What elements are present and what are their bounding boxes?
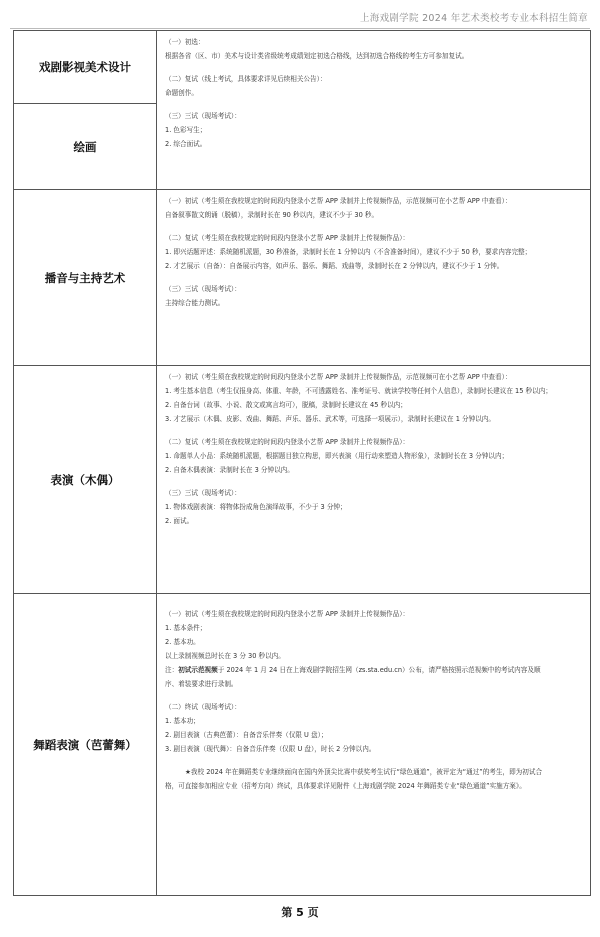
text-line: 1. 物体戏剧表演：将物体扮成角色演绎故事，不少于 3 分钟； [165, 503, 347, 511]
text-line: 1. 色彩写生； [165, 126, 207, 134]
text-line: （二）复试（考生须在我校规定的时间段内登录小艺帮 APP 录制并上传视频作品）： [165, 234, 410, 242]
content-cell [157, 594, 591, 896]
text-line: 1. 基本条件； [165, 624, 207, 632]
category-cell: 表演（木偶） [14, 366, 157, 594]
text-line: （一）初试（考生须在我校规定的时间段内登录小艺帮 APP 录制并上传视频作品）： [165, 610, 410, 618]
text-line: 1. 即兴话题评述：系统随机派题，30 秒准备，录制时长在 1 分钟以内（不含准备时间），建议不少于 50 秒，要求内容完整； [165, 248, 532, 256]
text-line: 自备叙事散文朗诵（脱稿），录制时长在 90 秒以内，建议不少于 30 秒。 [165, 211, 379, 219]
category-cell: 播音与主持艺术 [14, 190, 157, 366]
note-label: 注： [165, 666, 179, 674]
text-line: 序、着装要求进行录制。 [165, 680, 238, 688]
text-line: （二）复试（线上考试，具体要求详见后续相关公告）： [165, 75, 327, 83]
category-cell: 戏剧影视美术设计 [14, 31, 157, 104]
page-header: 上海戏剧学院 2024 年艺术类校考专业本科招生简章 [359, 13, 588, 24]
content-cell [157, 366, 591, 594]
content-cell [157, 190, 591, 366]
text-line: （三）三试（现场考试）： [165, 285, 241, 293]
text-line: 2. 才艺展示（自备）：自备展示内容，如声乐、器乐、舞蹈、戏曲等，录制时长在 2 分钟以内，建议不少于 1 分钟。 [165, 262, 504, 270]
text-line: 1. 考生基本信息（考生仅报身高、体重、年龄，不可透露姓名、准考证号、就读学校等任何个人信息），录制时长建议在 15 秒以内； [165, 387, 552, 395]
text-line: 2. 基本功。 [165, 638, 200, 646]
text-line: 2. 自备台词（故事、小说、散文或寓言均可），脱稿，录制时长建议在 45 秒以内； [165, 401, 407, 409]
text-line: （二）复试（考生须在我校规定的时间段内登录小艺帮 APP 录制并上传视频作品）： [165, 438, 410, 446]
text-line: （二）终试（现场考试）： [165, 703, 241, 711]
table-row [14, 594, 591, 896]
header-divider [10, 28, 590, 29]
text-line: （三）三试（现场考试）： [165, 489, 241, 497]
text-line: 2. 面试。 [165, 517, 194, 525]
category-cell: 绘画 [14, 104, 157, 190]
text-line: （一）初试（考生须在我校规定的时间段内登录小艺帮 APP 录制并上传视频作品，示范视频可在小艺帮 APP 中查看）： [165, 197, 512, 205]
text-line: 命题创作。 [165, 89, 198, 97]
text-line: （一）初试（考生须在我校规定的时间段内登录小艺帮 APP 录制并上传视频作品，示范视频可在小艺帮 APP 中查看）： [165, 373, 512, 381]
note-line [165, 663, 582, 677]
table-row [14, 366, 591, 594]
table-row [14, 190, 591, 366]
text-line: 3. 才艺展示（木偶、皮影、戏曲、舞蹈、声乐、器乐、武术等，可选择一项展示），录制时长建议在 1 分钟以内。 [165, 415, 495, 423]
text-line: 1. 命题单人小品：系统随机派题，根据题目独立构思，即兴表演（用行动来塑造人物形象），录制时长在 3 分钟以内； [165, 452, 509, 460]
text-line: 2. 综合面试。 [165, 140, 207, 148]
text-line: 2. 剧目表演（古典芭蕾）：自备音乐伴奏（仅限 U 盘）； [165, 731, 328, 739]
text-line: 3. 剧目表演（现代舞）：自备音乐伴奏（仅限 U 盘），时长 2 分钟以内。 [165, 745, 376, 753]
text-line: （三）三试（现场考试）： [165, 112, 241, 120]
text-line: 1. 基本功； [165, 717, 200, 725]
demo-video-label: 初试示范视频 [178, 666, 218, 674]
exam-table [13, 30, 591, 896]
text-line: 于 2024 年 1 月 24 日在上海戏剧学院招生网（zs.sta.edu.cn）公布，请严格按照示范视频中的考试内容及顺 [217, 666, 541, 674]
text-line: 2. 自备木偶表演：录制时长在 3 分钟以内。 [165, 466, 294, 474]
text-line: （一）初选： [165, 38, 205, 46]
text-line: ★我校 2024 年在舞蹈类专业继续面向在国内外顶尖比赛中获奖考生试行“绿色通道”，被评定为“通过”的考生，即为初试合 [185, 768, 543, 776]
text-line: 以上录制视频总时长在 3 分 30 秒以内。 [165, 652, 285, 660]
text-line: 主持综合能力测试。 [165, 299, 225, 307]
page-number: 第 5 页 [281, 906, 319, 919]
text-line: 根据各省（区、市）美术与设计类省级统考成绩划定初选合格线，达到初选合格线的考生方可参加复试。 [165, 52, 469, 60]
category-cell: 舞蹈表演（芭蕾舞） [14, 594, 157, 896]
content-cell [157, 31, 591, 190]
text-line: 格，可直接参加相应专业（招考方向）终试，具体要求详见附件《上海戏剧学院 2024 年舞蹈类专业“绿色通道”实施方案》。 [165, 782, 526, 790]
table-row [14, 31, 591, 104]
